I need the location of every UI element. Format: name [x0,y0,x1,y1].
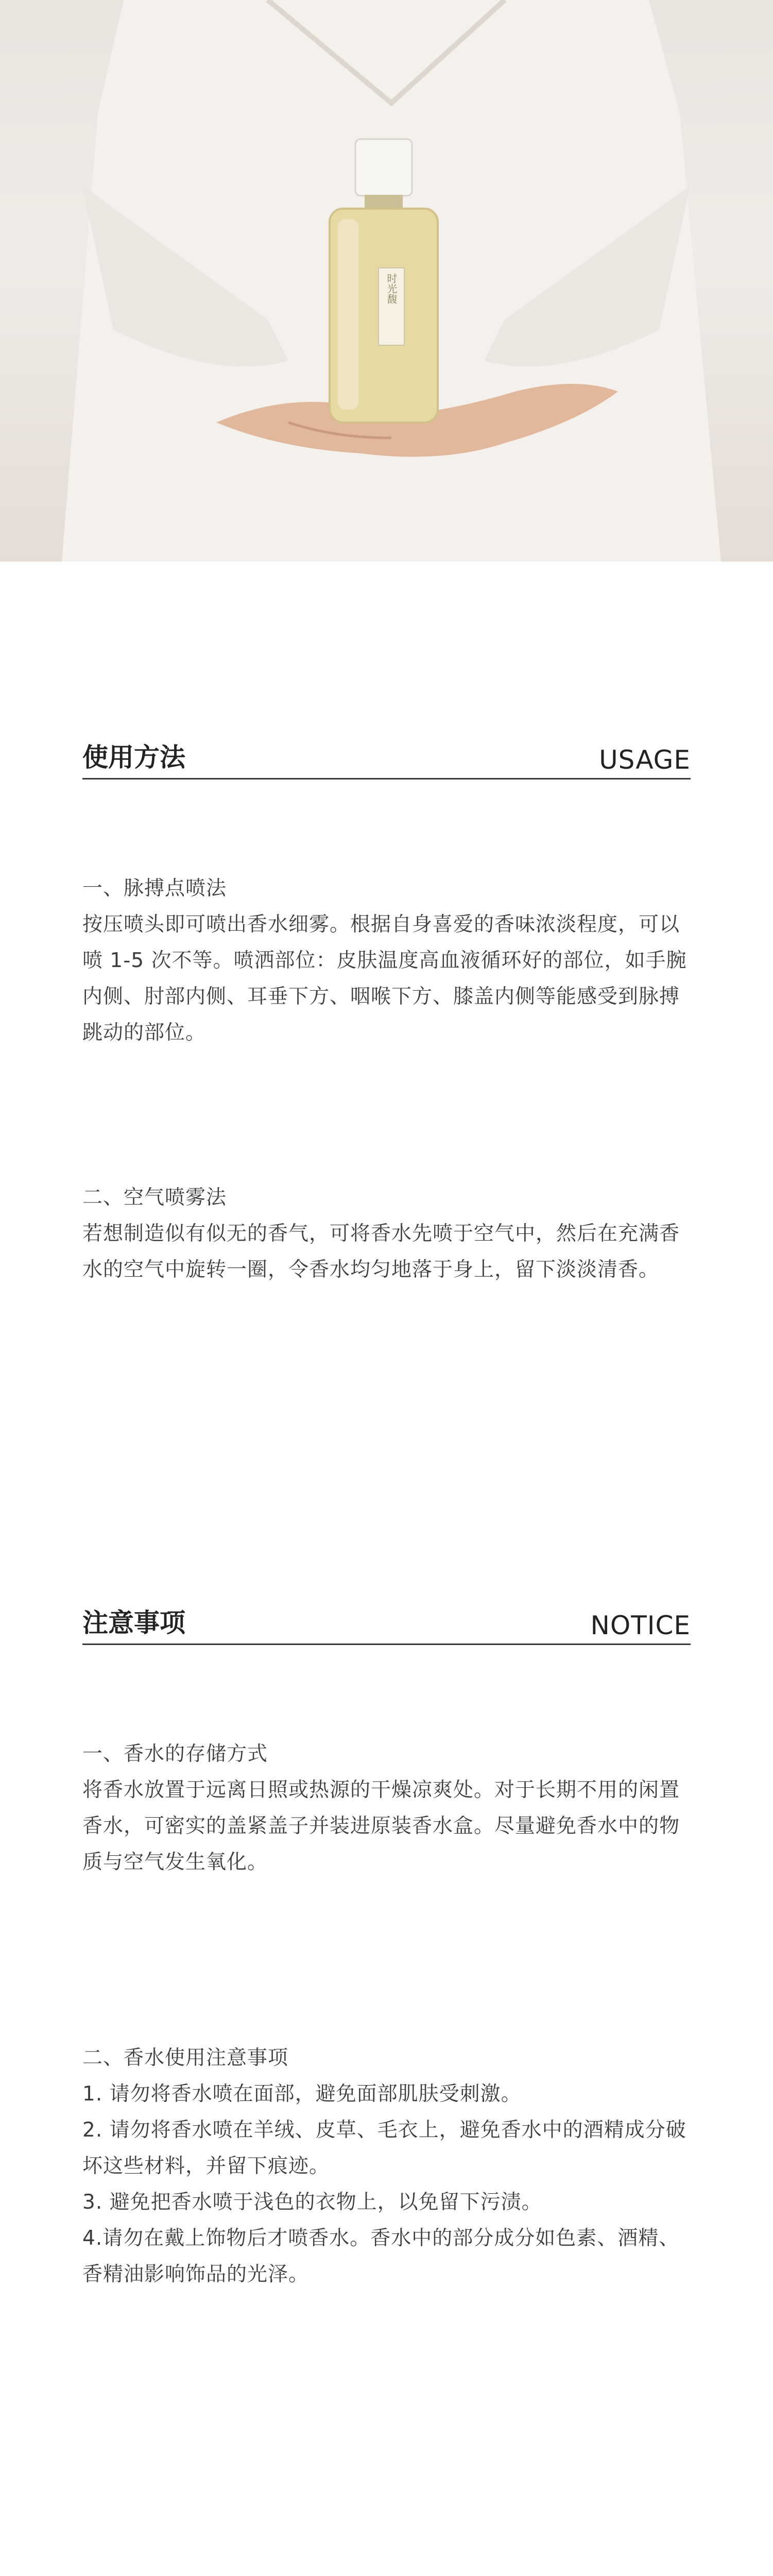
notice-sub1 [82,1736,691,1880]
usage-sub2-body: 若想制造似有似无的香气，可将香水先喷于空气中，然后在充满香水的空气中旋转一圈，令香水均匀地落于身上，留下淡淡清香。 [82,1222,680,1281]
hero-photo [0,0,773,562]
notice-item-3: 3. 避免把香水喷于浅色的衣物上，以免留下污渍。 [82,2191,542,2214]
usage-sub1-body: 按压喷头即可喷出香水细雾。根据自身喜爱的香味浓淡程度，可以喷 1-5 次不等。喷洒部位：皮肤温度高血液循环好的部位，如手腕内侧、肘部内侧、耳垂下方、咽喉下方、膝盖内侧等能感受到脉搏跳动的部位。 [82,913,687,1044]
notice-sub1-title: 一、香水的存储方式 [82,1742,268,1766]
notice-sub2 [82,2040,691,2293]
usage-sub2-title: 二、空气喷雾法 [82,1186,227,1209]
notice-header [82,1607,691,1645]
notice-item-1: 1. 请勿将香水喷在面部，避免面部肌肤受刺激。 [82,2082,522,2106]
usage-sub2 [82,1180,691,1288]
notice-sub1-body: 将香水放置于远离日照或热源的干燥凉爽处。对于长期不用的闲置香水，可密实的盖紧盖子并装进原装香水盒。尽量避免香水中的物质与空气发生氧化。 [82,1778,680,1874]
usage-title-cn: 使用方法 [82,742,185,772]
bottle-highlight [338,219,358,410]
bottle-label-text: 时光馥 [385,273,398,304]
notice-title-cn: 注意事项 [82,1608,185,1638]
notice-title-en: NOTICE [590,1611,691,1640]
bottle-cap [355,139,412,196]
notice-item-4: 4.请勿在戴上饰物后才喷香水。香水中的部分成分如色素、酒精、香精油影响饰品的光泽。 [82,2227,680,2286]
usage-header [82,742,691,779]
notice-item-2: 2. 请勿将香水喷在羊绒、皮草、毛衣上，避免香水中的酒精成分破坏这些材料，并留下痕迹。 [82,2119,686,2178]
notice-sub2-title: 二、香水使用注意事项 [82,2046,289,2070]
usage-title-en: USAGE [599,745,691,775]
hero-illustration [0,0,773,562]
usage-sub1 [82,871,691,1051]
usage-sub1-title: 一、脉搏点喷法 [82,877,227,900]
